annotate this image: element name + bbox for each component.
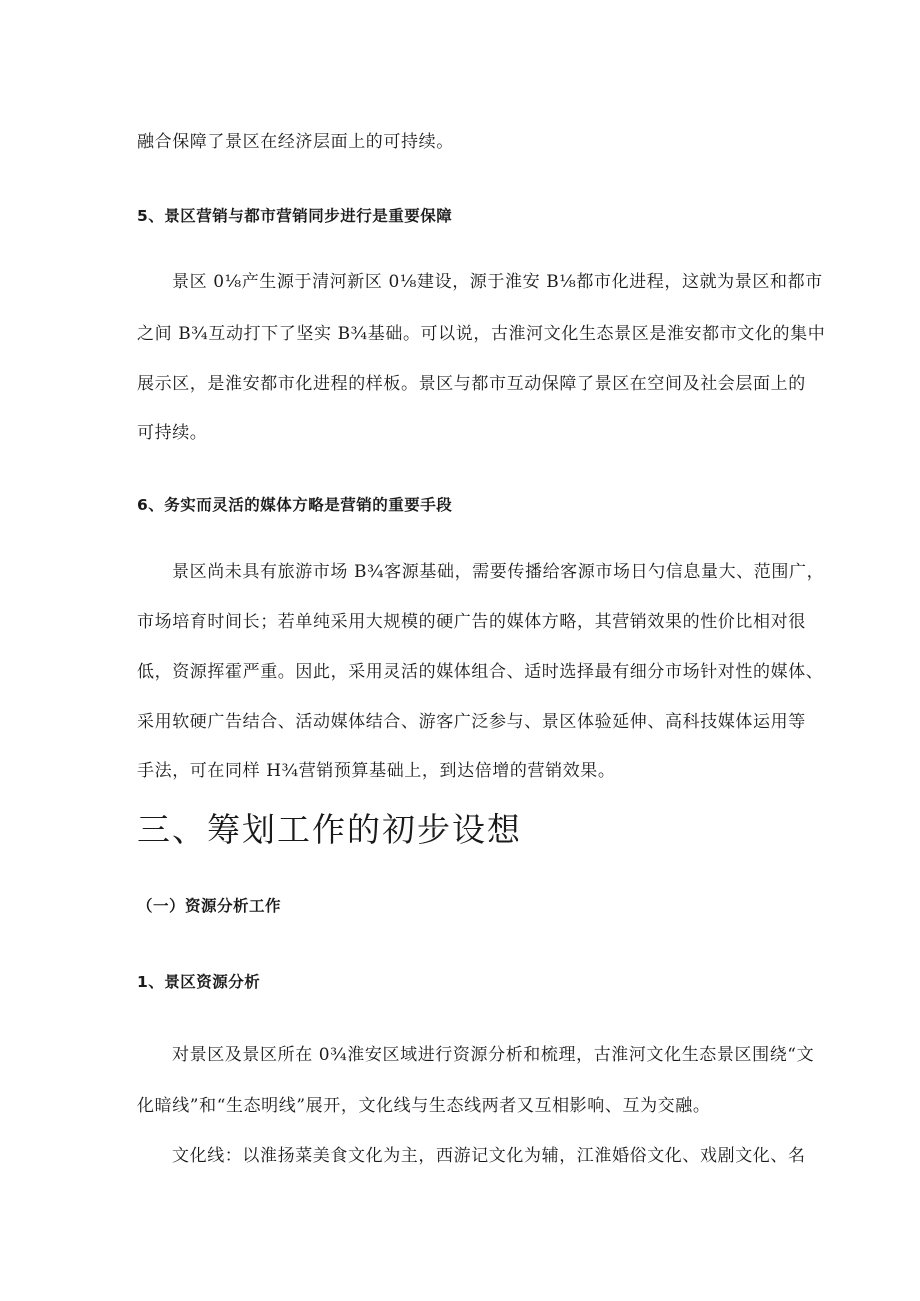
paragraph-line: 融合保障了景区在经济层面上的可持续。 (137, 132, 454, 152)
paragraph-line: 采用软硬广告结合、活动媒体结合、游客广泛参与、景区体验延伸、高科技媒体运用等 (137, 712, 806, 732)
paragraph-line: 文化线：以淮扬菜美食文化为主，西游记文化为辅，江淮婚俗文化、戏剧文化、名 (172, 1146, 806, 1166)
paragraph-line: 展示区，是淮安都市化进程的样板。景区与都市互动保障了景区在空间及社会层面上的 (137, 374, 806, 394)
paragraph-line: 手法，可在同样 H¾营销预算基础上，到达倍增的营销效果。 (137, 761, 616, 781)
paragraph-line: 可持续。 (137, 423, 208, 443)
paragraph-line: 低，资源挥霍严重。因此，采用灵活的媒体组合、适时选择最有细分市场针对性的媒体、 (137, 662, 824, 682)
paragraph-line: 之间 B¾互动打下了坚实 B¾基础。可以说，古淮河文化生态景区是淮安都市文化的集中 (137, 324, 826, 344)
heading-1: 1、景区资源分析 (137, 973, 261, 991)
heading-6: 6、务实而灵活的媒体方略是营销的重要手段 (137, 496, 453, 514)
paragraph-line: 景区 0⅛产生源于清河新区 0⅛建设，源于淮安 B⅛都市化进程，这就为景区和都市 (172, 272, 823, 292)
paragraph-line: 化暗线”和“生态明线”展开，文化线与生态线两者又互相影响、互为交融。 (137, 1096, 711, 1116)
paragraph-line: 市场培育时间长；若单纯采用大规模的硬广告的媒体方略，其营销效果的性价比相对很 (137, 612, 806, 632)
heading-5: 5、景区营销与都市营销同步进行是重要保障 (137, 207, 453, 225)
subsection-title: （一）资源分析工作 (137, 897, 282, 915)
paragraph-line: 对景区及景区所在 0¾淮安区域进行资源分析和梳理，古淮河文化生态景区围绕“文 (172, 1045, 815, 1065)
section-title: 三、筹划工作的初步设想 (137, 810, 522, 849)
paragraph-line: 景区尚未具有旅游市场 B¾客源基础，需要传播给客源市场日勺信息量大、范围广， (172, 562, 825, 582)
